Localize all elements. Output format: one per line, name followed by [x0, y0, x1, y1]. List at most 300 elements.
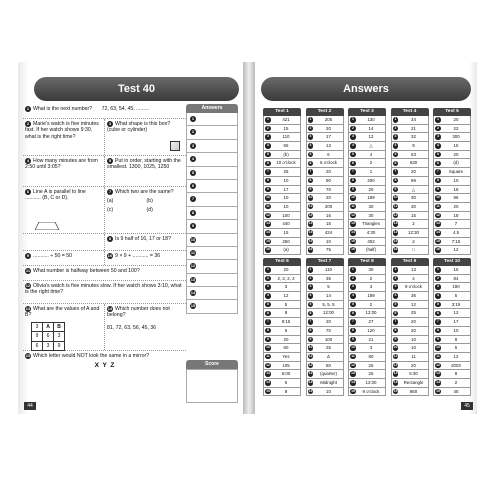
answer-row	[391, 301, 429, 310]
answer-value: 9	[412, 143, 415, 149]
grid-cell: 3	[54, 332, 65, 341]
answer-value: 20	[326, 125, 331, 131]
answer-row	[263, 362, 301, 371]
answer-table	[263, 108, 301, 255]
answer-number	[392, 336, 400, 344]
score-box[interactable]	[186, 369, 238, 403]
answer-number	[392, 275, 400, 283]
answer-number	[264, 133, 272, 141]
answer-number-badge: 6	[394, 160, 397, 165]
answer-number	[434, 229, 442, 237]
answer-number	[264, 292, 272, 300]
answer-number-badge: 6	[267, 310, 269, 315]
answers-header: Answers	[186, 104, 238, 113]
grid-cell: 3	[32, 322, 43, 331]
answer-number	[349, 229, 357, 237]
answer-row	[348, 275, 386, 284]
answer-number	[264, 379, 272, 387]
answer-number-badge: 3	[437, 134, 439, 139]
answer-value: 16	[326, 212, 331, 218]
answer-row	[391, 194, 429, 203]
answer-row	[306, 309, 344, 318]
answer-value: 110	[282, 134, 290, 140]
answer-box[interactable]	[186, 207, 238, 220]
answer-number	[307, 151, 315, 159]
answer-number-badge: 12	[351, 212, 355, 217]
question-text: Put in order, starting with the smallest. 1300, 1025, 1250	[107, 158, 181, 171]
answer-number-badge: 1	[267, 117, 269, 122]
answer-row	[391, 220, 429, 229]
answer-number-badge: 15	[436, 238, 440, 243]
answer-value: 200	[324, 203, 333, 209]
answer-row	[306, 362, 344, 371]
answer-number-badge: 8	[267, 177, 269, 182]
answer-value: 2003	[451, 362, 461, 368]
answer-number	[349, 353, 357, 361]
answer-value: 110	[325, 267, 332, 272]
answer-number-badge: 5	[437, 151, 439, 156]
answer-row	[348, 220, 386, 229]
answer-number-badge: 12	[308, 362, 313, 367]
answer-box[interactable]	[186, 247, 238, 260]
answer-number	[392, 151, 400, 159]
answer-row	[263, 220, 301, 229]
answer-number	[392, 238, 400, 246]
answer-number-badge: 2	[309, 125, 312, 130]
answer-number-badge: 3	[309, 134, 312, 139]
answer-row	[348, 318, 386, 327]
answer-number	[349, 203, 357, 211]
answer-value: 30	[368, 267, 374, 272]
answer-number-badge: 7	[267, 169, 269, 174]
answer-row	[348, 229, 386, 238]
answer-number-badge: 4	[309, 143, 312, 148]
answer-row	[306, 159, 344, 168]
answer-number	[349, 177, 357, 185]
answer-box-number: 1	[191, 116, 195, 121]
answer-number	[434, 362, 442, 370]
answer-number-badge: 6	[437, 160, 439, 165]
answer-number	[434, 168, 442, 176]
answer-value: 5	[284, 301, 288, 307]
answer-number	[434, 336, 442, 344]
answer-number	[264, 275, 272, 283]
answer-row	[433, 194, 471, 203]
answer-number-badge: 1	[437, 117, 439, 122]
question-text: What number is halfway between 50 and 100?	[33, 268, 140, 274]
answer-value: 35	[326, 275, 331, 281]
answer-number	[264, 194, 272, 202]
answer-row	[348, 283, 386, 292]
answer-number	[307, 125, 315, 133]
answer-row	[263, 327, 301, 336]
answer-number-badge: 4	[394, 143, 397, 148]
answer-number-badge: 2	[437, 275, 439, 280]
answer-number	[307, 116, 315, 124]
answer-number-badge: 10	[351, 345, 355, 350]
question-row	[23, 304, 186, 351]
answer-value: 2, 2, 2, 2	[277, 275, 295, 281]
answer-number	[434, 318, 442, 326]
answer-number-badge: 14	[308, 230, 313, 235]
answer-value: 10	[283, 203, 289, 209]
answer-row	[348, 159, 386, 168]
number-grid	[31, 322, 65, 351]
question-text: Is 9 half of 16, 17 or 18?	[115, 236, 171, 242]
answer-row	[306, 133, 344, 142]
answer-row	[433, 344, 471, 353]
answer-number	[392, 283, 400, 291]
answer-row	[391, 142, 429, 151]
answer-row	[263, 194, 301, 203]
answer-number-badge: 11	[351, 203, 355, 208]
answer-number	[392, 266, 400, 274]
grid-cell: A	[43, 322, 54, 331]
answer-row	[433, 168, 471, 177]
answer-value: 15	[411, 212, 416, 218]
answer-value: 7:15	[451, 238, 461, 244]
answer-value: 1	[369, 169, 373, 175]
answer-number-badge: 7	[352, 169, 354, 174]
answer-box-number: 2	[191, 129, 195, 135]
answer-value: 20	[453, 151, 459, 157]
question-text: Which two are the same?	[115, 189, 174, 195]
answer-row	[263, 142, 301, 151]
answer-number	[349, 125, 357, 133]
answer-number-badge: 11	[436, 203, 440, 208]
answer-number-badge: 9	[267, 336, 269, 341]
answer-value: (quarter)	[320, 371, 337, 377]
answer-row	[263, 301, 301, 310]
answer-number-badge: 5	[437, 301, 439, 306]
answer-box-number: 3	[191, 142, 195, 148]
answer-value: Midnight	[320, 379, 337, 385]
answer-table	[391, 108, 429, 255]
answer-row	[263, 292, 301, 301]
answer-number-badge: 13	[436, 371, 440, 376]
answer-number	[434, 246, 442, 254]
answer-row	[433, 301, 471, 310]
grid-cell: 9	[54, 341, 65, 350]
answer-box[interactable]	[186, 287, 238, 300]
answer-number	[349, 388, 357, 396]
answer-row	[306, 388, 344, 397]
answer-number-badge: 5	[309, 301, 312, 306]
answer-box[interactable]	[186, 300, 238, 313]
answer-row	[391, 177, 429, 186]
answer-box[interactable]	[186, 274, 238, 287]
answer-value: 9 o'clock	[405, 284, 422, 290]
answer-number-badge: 10	[436, 195, 440, 200]
answer-value: 20	[453, 203, 459, 209]
answer-row	[263, 370, 301, 379]
answer-number-badge: 8	[309, 177, 312, 182]
question-1	[23, 104, 186, 118]
grid-cell: 9	[32, 332, 43, 341]
question-text: What are the values of A and B?	[25, 306, 100, 319]
answer-number-badge: 16	[266, 247, 270, 252]
answer-number-badge: 7	[352, 319, 354, 324]
answer-value: 13	[326, 143, 331, 149]
answer-row	[306, 275, 344, 284]
question-number: 2	[26, 121, 30, 126]
answer-number	[264, 238, 272, 246]
answer-number	[264, 327, 272, 335]
answer-value: ∆	[327, 353, 330, 359]
answer-number	[307, 336, 315, 344]
answer-box-number: 4	[191, 156, 195, 162]
answer-box-number: 9	[191, 223, 195, 229]
answer-value: (d)	[453, 160, 459, 166]
answer-value: 11	[411, 353, 416, 359]
answer-box[interactable]	[186, 220, 238, 233]
answer-number-badge: 2	[394, 275, 397, 280]
answer-row	[433, 142, 471, 151]
answer-number	[434, 266, 442, 274]
answer-row	[306, 327, 344, 336]
answer-row	[263, 116, 301, 125]
grid-cell: B	[54, 322, 65, 331]
answer-number	[307, 133, 315, 141]
answer-value: 32	[411, 134, 416, 140]
answer-row	[433, 388, 471, 397]
answer-table	[348, 108, 386, 255]
answer-row	[348, 203, 386, 212]
answer-number-badge: 10	[308, 195, 313, 200]
answer-number	[307, 275, 315, 283]
answer-number	[392, 327, 400, 335]
answer-row	[263, 388, 301, 397]
answer-row	[391, 168, 429, 177]
answer-number-badge: 2	[267, 275, 269, 280]
answer-row	[348, 186, 386, 195]
question-text: ........... ÷ 50 = 50	[33, 253, 73, 259]
answer-number-badge: 12	[436, 212, 440, 217]
number-list: 81, 72, 63, 56, 45, 36	[107, 324, 157, 331]
answer-number	[264, 116, 272, 124]
answer-value: Square	[448, 169, 464, 175]
answer-value: 13	[411, 267, 416, 272]
answer-number-badge: 13	[308, 221, 313, 226]
question-row	[23, 251, 186, 266]
answer-value: Triangles	[362, 221, 380, 227]
answer-value: 12	[453, 353, 459, 359]
answer-value: 200	[367, 177, 375, 183]
answer-box[interactable]	[186, 167, 238, 180]
answer-number-badge: 1	[267, 267, 269, 272]
answer-value: 4.5	[452, 229, 460, 235]
question-text: Line A is parallel to line ........... (B, C or D).	[25, 189, 86, 202]
answer-value: 2	[412, 238, 415, 244]
answer-number	[307, 246, 315, 254]
answer-value: 12:30	[408, 229, 419, 235]
answer-number	[349, 327, 357, 335]
answer-box[interactable]	[186, 140, 238, 153]
answer-row	[433, 238, 471, 247]
answer-value: 25	[283, 169, 289, 175]
answer-number-badge: 7	[437, 319, 439, 324]
answer-value: 99	[411, 177, 416, 183]
question-3	[104, 119, 186, 155]
answer-box[interactable]	[186, 260, 238, 273]
answer-value: 5	[327, 284, 330, 290]
answer-row	[391, 309, 429, 318]
answer-number	[434, 186, 442, 194]
answer-number-badge: 1	[309, 117, 312, 122]
answer-number-badge: 13	[351, 371, 355, 376]
answer-row	[348, 344, 386, 353]
question-row	[23, 156, 186, 187]
answer-value: 2	[412, 221, 415, 227]
answer-value: 17	[453, 319, 459, 325]
cube-icon	[170, 141, 180, 151]
answer-boxes	[186, 113, 238, 314]
answer-number-badge: 8	[394, 177, 397, 182]
answer-number	[307, 238, 315, 246]
answer-number	[349, 142, 357, 150]
answer-row	[433, 203, 471, 212]
answer-row	[348, 168, 386, 177]
answer-value: 21	[411, 125, 416, 131]
answer-value: 10	[326, 388, 331, 394]
answer-number	[307, 159, 315, 167]
answer-number-badge: 9	[437, 336, 439, 341]
answer-value: 10	[326, 238, 331, 244]
answer-row	[263, 309, 301, 318]
answer-number	[392, 379, 400, 387]
answer-number-badge: 11	[308, 353, 313, 358]
answer-value: (a)	[283, 247, 289, 253]
answer-row	[391, 133, 429, 142]
test-title: Test 40	[34, 77, 239, 101]
answer-value: 205	[324, 117, 333, 122]
answer-box[interactable]	[186, 234, 238, 247]
answer-number	[264, 309, 272, 317]
question-9	[23, 251, 104, 265]
answer-row	[263, 186, 301, 195]
answer-number	[264, 177, 272, 185]
answer-number-badge: 7	[394, 169, 397, 174]
answer-table-title: Test 5	[433, 108, 471, 116]
answer-box[interactable]	[186, 193, 238, 206]
question-7	[104, 187, 186, 233]
answer-box[interactable]	[186, 153, 238, 166]
answer-box-number: 15	[190, 303, 196, 309]
answer-number-badge: 12	[393, 362, 398, 367]
answer-table	[433, 108, 471, 255]
answer-value: 55	[283, 143, 289, 149]
answer-number	[434, 125, 442, 133]
answer-box[interactable]	[186, 180, 238, 193]
answer-value: 10	[453, 327, 459, 333]
question-number: 9	[26, 253, 30, 258]
answer-number	[264, 142, 272, 150]
answer-number	[264, 168, 272, 176]
answer-value: 36	[411, 293, 416, 299]
answer-row	[433, 229, 471, 238]
answer-row	[263, 344, 301, 353]
answer-value: 6:30	[409, 371, 418, 377]
answer-number	[434, 292, 442, 300]
answer-number	[349, 301, 357, 309]
question-text: Which number does not belong?	[107, 306, 170, 319]
answer-value: 630	[409, 160, 418, 166]
answer-value: 8	[454, 371, 458, 377]
answer-number	[434, 142, 442, 150]
answer-row	[391, 353, 429, 362]
answer-box[interactable]	[186, 126, 238, 139]
answer-box[interactable]	[186, 113, 238, 126]
answer-value: 12	[368, 134, 374, 140]
question-number: 7	[108, 189, 112, 194]
answer-row	[433, 292, 471, 301]
answer-number	[392, 133, 400, 141]
answer-number	[434, 344, 442, 352]
answer-value: 12	[453, 247, 459, 253]
answer-table-title: Test 9	[391, 258, 429, 266]
answer-number	[434, 151, 442, 159]
answer-table	[306, 258, 344, 396]
answer-value: 8	[284, 310, 288, 316]
answer-box-number: 13	[190, 276, 196, 282]
answer-number	[392, 353, 400, 361]
answer-table-title: Test 3	[348, 108, 386, 116]
answer-row	[263, 125, 301, 134]
answer-row	[433, 327, 471, 336]
answer-number	[264, 370, 272, 378]
answer-row	[306, 194, 344, 203]
answer-value: 25	[368, 362, 374, 368]
answer-value: 70	[326, 327, 331, 333]
answer-number	[392, 177, 400, 185]
answer-value: 22	[453, 125, 459, 131]
answer-row	[433, 353, 471, 362]
answer-box-number: 12	[190, 263, 196, 269]
answer-value: 15	[283, 125, 289, 131]
answer-row	[391, 238, 429, 247]
answer-value: 105	[282, 362, 290, 368]
answer-number	[264, 344, 272, 352]
answer-value: 9:15	[281, 319, 291, 325]
answer-value: 10	[411, 336, 416, 342]
question-text: What is the next number?	[33, 106, 93, 112]
answer-value: 5	[454, 293, 458, 299]
answer-table-title: Test 2	[306, 108, 344, 116]
answer-row	[433, 116, 471, 125]
answer-number-badge: 3	[394, 134, 397, 139]
answer-row	[263, 212, 301, 221]
answer-value: 402	[367, 238, 375, 244]
answer-value: 25	[411, 310, 416, 316]
answer-row	[433, 379, 471, 388]
answer-value: 4:30	[366, 229, 376, 235]
answer-box-number: 7	[191, 196, 195, 202]
answer-value: 10	[453, 177, 459, 183]
answer-number-badge: 15	[308, 238, 313, 243]
answer-number-badge: 4	[352, 293, 354, 298]
answer-number	[392, 301, 400, 309]
answer-number-badge: 4	[267, 143, 269, 148]
answer-number	[434, 353, 442, 361]
question-8	[104, 234, 186, 250]
answer-row	[306, 125, 344, 134]
answer-value: 3	[284, 284, 288, 290]
answer-number	[392, 159, 400, 167]
answer-number	[307, 318, 315, 326]
answer-value: 10	[411, 345, 416, 351]
answer-row	[306, 336, 344, 345]
answer-number-badge: 16	[308, 247, 313, 252]
